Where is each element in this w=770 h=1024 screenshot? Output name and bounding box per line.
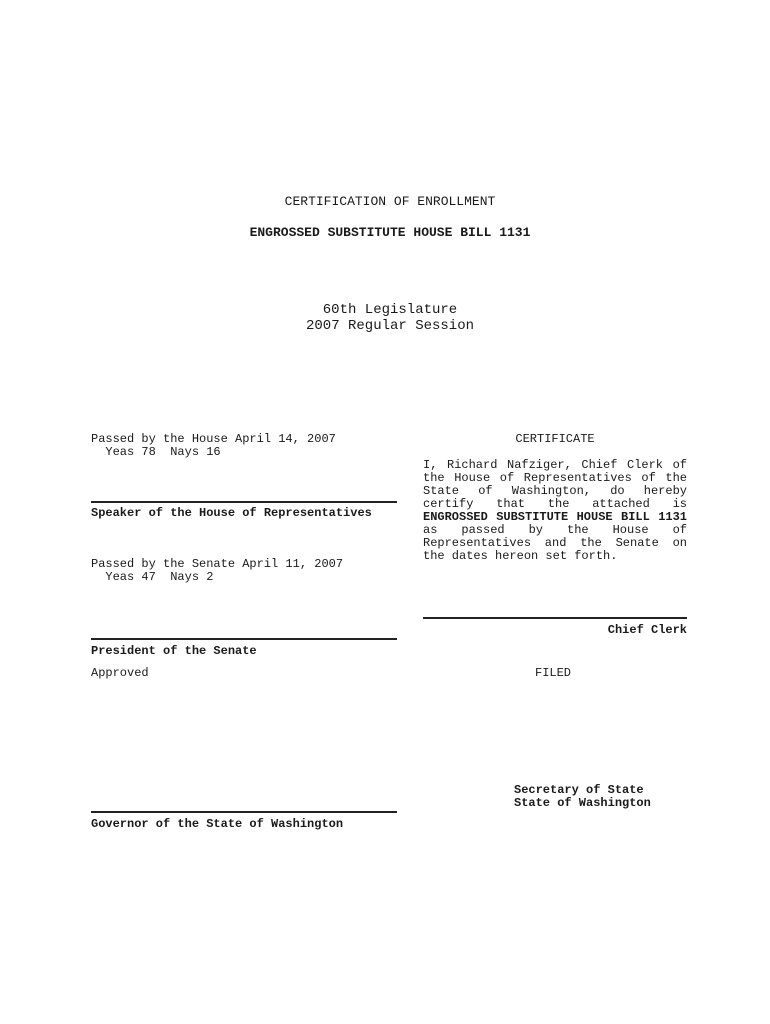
certificate-paragraph [423, 459, 687, 563]
governor-title: Governor of the State of Washington [91, 817, 344, 831]
president-signature-line [91, 638, 397, 640]
certificate-bill-name: ENGROSSED SUBSTITUTE HOUSE BILL 1131 [423, 510, 687, 524]
chief-clerk-title: Chief Clerk [607, 623, 687, 637]
certificate-text-after: as passed by the House of Representatives and the Senate on the dates hereon set forth. [423, 523, 687, 563]
filed-label: FILED [535, 666, 572, 680]
governor-signature-line [91, 811, 397, 813]
president-title: President of the Senate [91, 644, 257, 658]
approved-label: Approved [91, 666, 149, 680]
secretary-of-state-title: Secretary of State [514, 783, 644, 797]
bill-title: ENGROSSED SUBSTITUTE HOUSE BILL 1131 [249, 225, 531, 240]
legislature-label: 60th Legislature [322, 302, 458, 318]
house-votes-line: Yeas 78 Nays 16 [91, 445, 221, 459]
certification-title: CERTIFICATION OF ENROLLMENT [284, 194, 496, 209]
chief-clerk-signature-line [423, 617, 687, 619]
senate-passed-line: Passed by the Senate April 11, 2007 [91, 557, 344, 571]
speaker-title: Speaker of the House of Representatives [91, 506, 372, 520]
session-label: 2007 Regular Session [305, 318, 475, 334]
certificate-heading: CERTIFICATE [515, 432, 595, 446]
senate-votes-line: Yeas 47 Nays 2 [91, 570, 214, 584]
certificate-text-before: I, Richard Nafziger, Chief Clerk of the House of Representatives of the State of Washington, do hereby certify that the attached is [423, 458, 687, 511]
house-passed-line: Passed by the House April 14, 2007 [91, 432, 336, 446]
speaker-signature-line [91, 501, 397, 503]
state-of-washington-title: State of Washington [514, 796, 651, 810]
